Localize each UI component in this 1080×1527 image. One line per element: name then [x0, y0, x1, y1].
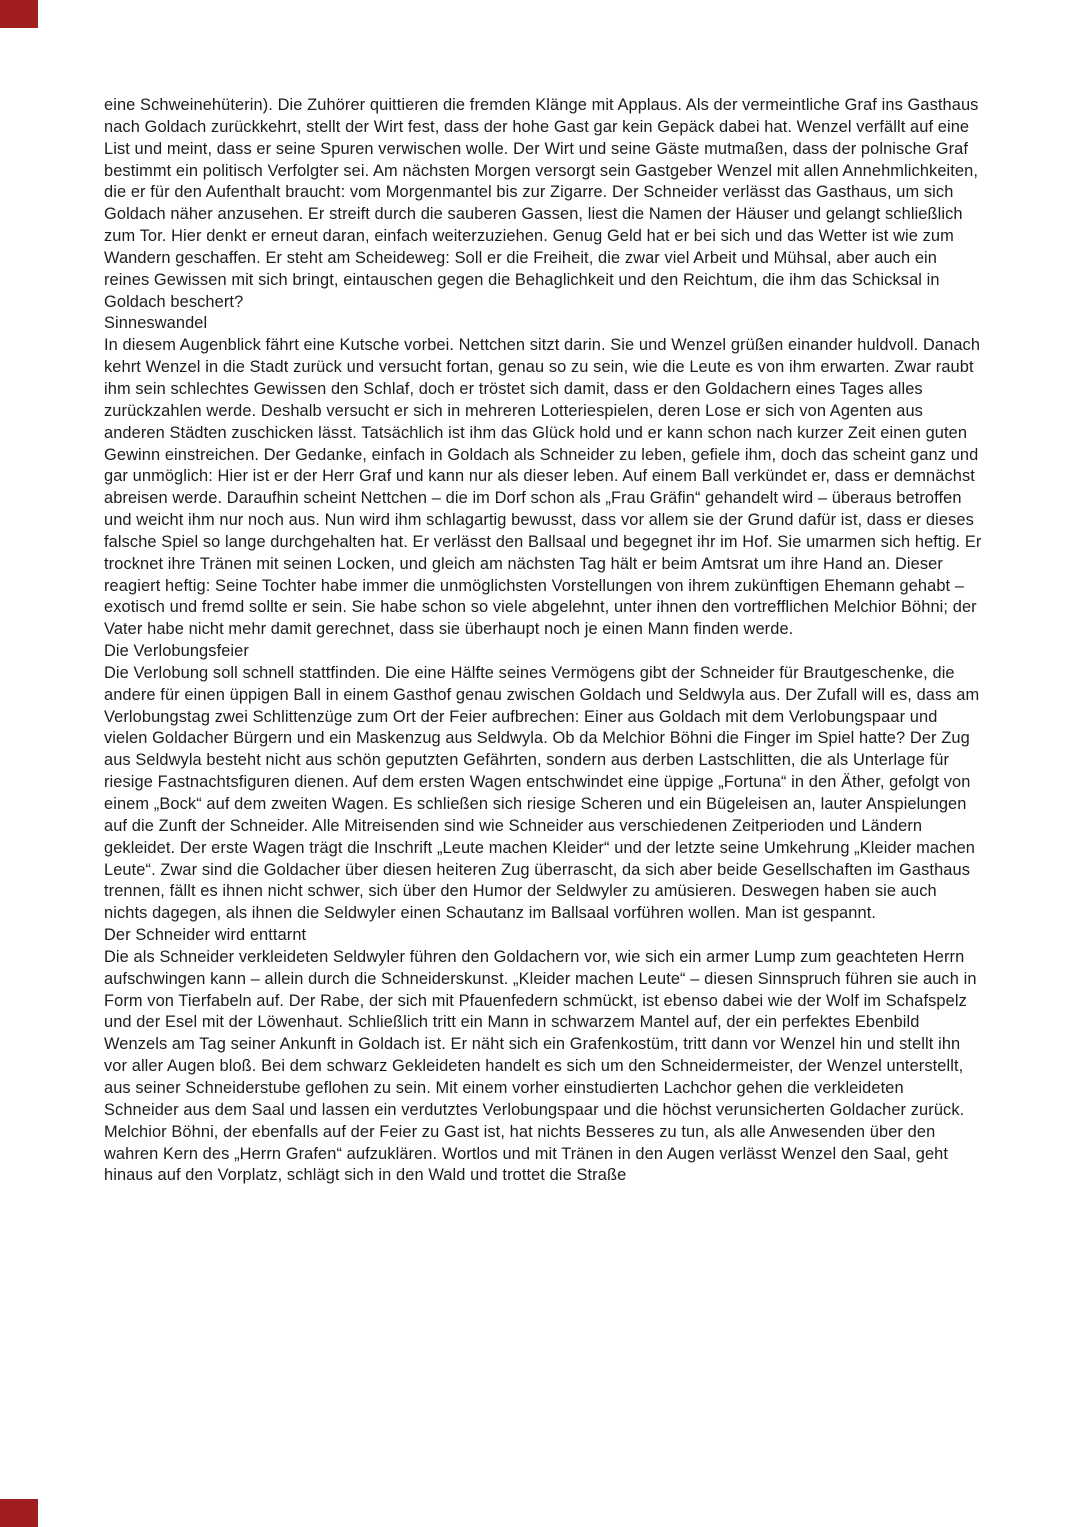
paragraph: Die Verlobung soll schnell stattfinden. Die eine Hälfte seines Vermögens gibt der Schneider für Brautgeschenke, die andere für einen üppigen Ball in einem Gasthof genau zwischen Goldach und Seldwyla aus. Der Zufall will es, dass am Verlobungstag zwei Schlittenzüge zum Ort der Feier aufbrechen: Einer aus Goldach mit dem Verlobungspaar und vielen Goldacher Bürgern und ein Maskenzug aus Seldwyla. Ob da Melchior Böhni die Finger im Spiel hatte? Der Zug aus Seldwyla besteht nicht aus schön geputzten Gefährten, sondern aus derben Lastschlitten, die als Unterlage für riesige Fastnachtsfiguren dienen. Auf dem ersten Wagen entschwindet eine üppige „Fortuna“ in den Äther, gefolgt von einem „Bock“ auf dem zweiten Wagen. Es schließen sich riesige Scheren und ein Bügeleisen an, lauter Anspielungen auf die Zunft der Schneider. Alle Mitreisenden sind wie Schneider aus verschiedenen Zeitperioden und Ländern gekleidet. Der erste Wagen trägt die Inschrift „Leute machen Kleider“ und der letzte seine Umkehrung „Kleider machen Leute“. Zwar sind die Goldacher über diesen heiteren Zug überrascht, da sich aber beide Gesellschaften im Gasthaus trennen, fällt es ihnen nicht schwer, sich über den Humor der Seldwyler zu amüsieren. Deswegen haben sie auch nichts dagegen, als ihnen die Seldwyler einen Schautanz im Ballsaal vorführen wollen. Man ist gespannt. [104, 663, 980, 923]
red-corner-mark-bottom [0, 1499, 38, 1527]
paragraph: In diesem Augenblick fährt eine Kutsche vorbei. Nettchen sitzt darin. Sie und Wenzel grüßen einander huldvoll. Danach kehrt Wenzel in die Stadt zurück und versucht fortan, genau so zu sein, wie die Leute es von ihm erwarten. Zwar raubt ihm sein schlechtes Gewissen den Schlaf, doch er tröstet sich damit, dass er den Goldachern eines Tages alles zurückzahlen werde. Deshalb versucht er sich in mehreren Lotteriespielen, deren Lose er sich von Agenten aus anderen Städten zuschicken lässt. Tatsächlich ist ihm das Glück hold und er kann schon nach kurzer Zeit einen guten Gewinn einstreichen. Der Gedanke, einfach in Goldach als Schneider zu leben, gefiele ihm, doch das scheint ganz und gar unmöglich: Hier ist er der Herr Graf und kann nur als dieser leben. Auf einem Ball verkündet er, dass er demnächst abreisen werde. Daraufhin scheint Nettchen – die im Dorf schon als „Frau Gräfin“ gehandelt wird – überaus betroffen und weicht ihm nur noch aus. Nun wird ihm schlagartig bewusst, dass vor allem sie der Grund dafür ist, dass er dieses falsche Spiel so lange durchgehalten hat. Er verlässt den Ballsaal und begegnet ihr im Hof. Sie umarmen sich heftig. Er trocknet ihre Tränen mit seinen Locken, und gleich am nächsten Tag hält er beim Amtsrat um ihre Hand an. Dieser reagiert heftig: Seine Tochter habe immer die unmöglichsten Vorstellungen von ihrem zukünftigen Ehemann gehabt – exotisch und fremd sollte er sein. Sie habe schon so viele abgelehnt, unter ihnen den vortrefflichen Melchior Böhni; der Vater habe nicht mehr damit gerechnet, dass sie überhaupt noch je einen Mann finden werde. [104, 336, 982, 639]
section-heading-sinneswandel: Sinneswandel [104, 314, 208, 333]
paragraph: eine Schweinehüterin). Die Zuhörer quittieren die fremden Klänge mit Applaus. Als der vermeintliche Graf ins Gasthaus nach Goldach zurückkehrt, stellt der Wirt fest, dass der hohe Gast gar kein Gepäck dabei hat. Wenzel verfällt auf eine List und meint, dass er seine Spuren verwischen wolle. Der Wirt und seine Gäste mutmaßen, dass der polnische Graf bestimmt ein politisch Verfolgter sei. Am nächsten Morgen versorgt sein Gastgeber Wenzel mit allen Annehmlichkeiten, die er für den Aufenthalt braucht: vom Morgenmantel bis zur Zigarre. Der Schneider verlässt das Gasthaus, um sich Goldach näher anzusehen. Er streift durch die sauberen Gassen, liest die Namen der Häuser und gelangt schließlich zum Tor. Hier denkt er erneut daran, einfach weiterzuziehen. Genug Geld hat er bei sich und das Wetter ist wie zum Wandern geschaffen. Er steht am Scheideweg: Soll er die Freiheit, die zwar viel Arbeit und Mühsal, aber auch ein reines Gewissen mit sich bringt, eintauschen gegen die Behaglichkeit und den Reichtum, die ihm das Schicksal in Goldach beschert? [104, 96, 979, 311]
section-heading-verlobungsfeier: Die Verlobungsfeier [104, 642, 249, 661]
document-text-content [104, 95, 982, 1187]
section-heading-schneider-enttarnt: Der Schneider wird enttarnt [104, 926, 307, 945]
red-corner-mark-top [0, 0, 38, 28]
paragraph: Die als Schneider verkleideten Seldwyler führen den Goldachern vor, wie sich ein armer Lump zum geachteten Herrn aufschwingen kann – allein durch die Schneiderskunst. „Kleider machen Leute“ – diesen Sinnspruch führen sie auch in Form von Tierfabeln auf. Der Rabe, der sich mit Pfauenfedern schmückt, ist ebenso dabei wie der Wolf im Schafspelz und der Esel mit der Löwenhaut. Schließlich tritt ein Mann in schwarzem Mantel auf, der ein perfektes Ebenbild Wenzels am Tag seiner Ankunft in Goldach ist. Er näht sich ein Grafenkostüm, tritt dann vor Wenzel hin und stellt ihn vor aller Augen bloß. Bei dem schwarz Gekleideten handelt es sich um den Schneidermeister, der Wenzel unterstellt, aus seiner Schneiderstube geflohen zu sein. Mit einem vorher einstudierten Lachchor gehen die verkleideten Schneider aus dem Saal und lassen ein verdutztes Verlobungspaar und die höchst verunsicherten Goldacher zurück. Melchior Böhni, der ebenfalls auf der Feier zu Gast ist, hat nichts Besseres zu tun, als alle Anwesenden über den wahren Kern des „Herrn Grafen“ aufzuklären. Wortlos und mit Tränen in den Augen verlässt Wenzel den Saal, geht hinaus auf den Vorplatz, schlägt sich in den Wald und trottet die Straße [104, 947, 977, 1185]
